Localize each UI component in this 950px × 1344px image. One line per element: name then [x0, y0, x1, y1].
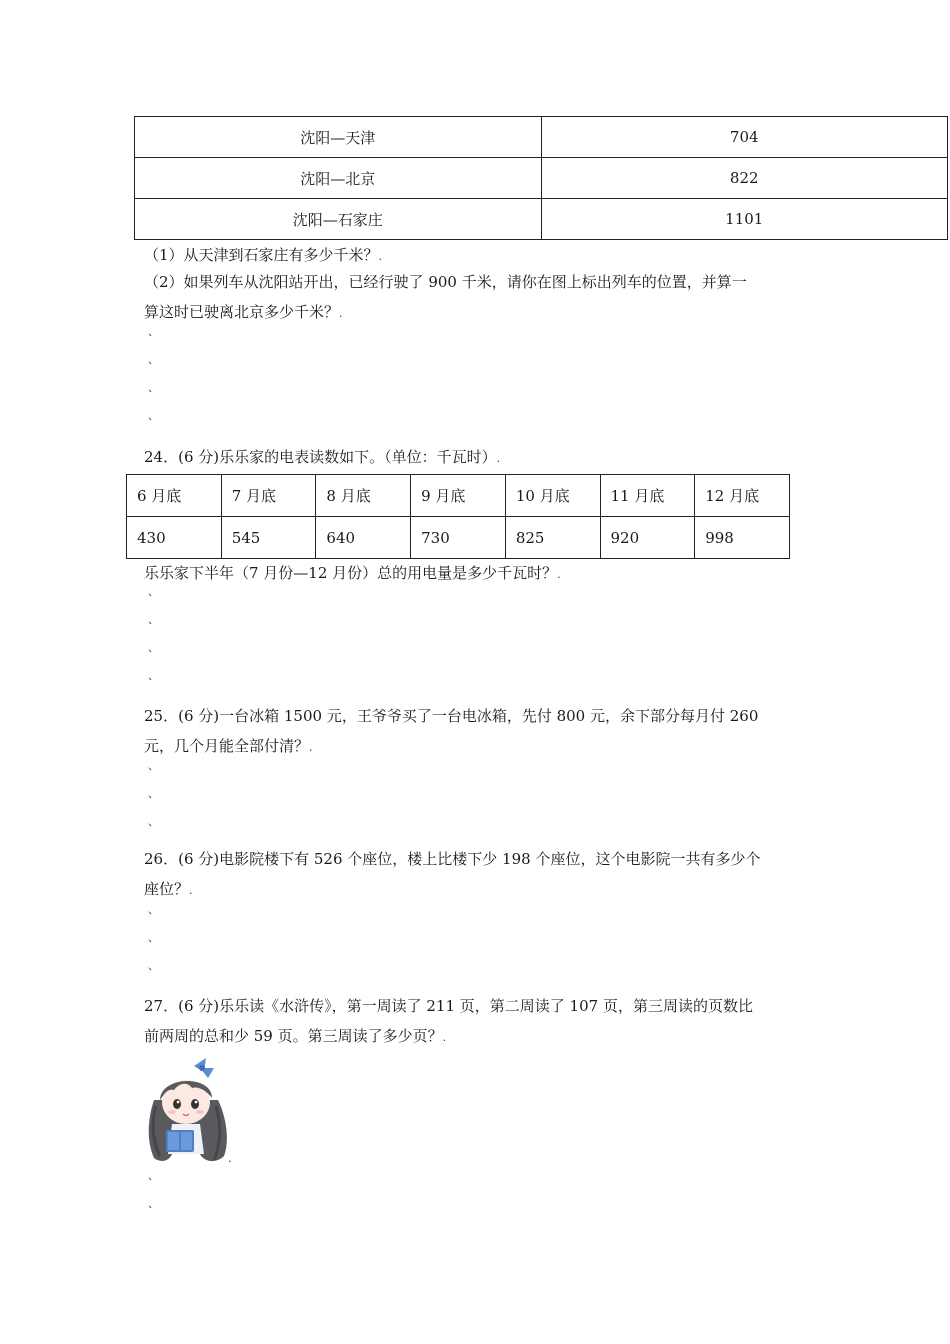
blank-line-mark: 、 [148, 585, 159, 598]
blank-line-mark: 、 [148, 815, 159, 828]
blank-line-mark: 、 [148, 325, 159, 338]
month-cell: 11 月底 [600, 475, 695, 517]
route-cell: 沈阳—天津 [135, 117, 542, 158]
reading-cell: 920 [600, 517, 695, 559]
month-cell: 8 月底 [316, 475, 411, 517]
q25-text: 25．(6 分)一台冰箱 1500 元，王爷爷买了一台电冰箱，先付 800 元，余下部分每月付 260 元，几个月能全部付清？. [144, 707, 759, 755]
distance-cell: 822 [541, 158, 948, 199]
q23-sub1: （1）从天津到石家庄有多少千米？. [144, 246, 383, 264]
reading-cell: 545 [221, 517, 316, 559]
blank-line-mark: 、 [148, 1197, 159, 1210]
month-cell: 12 月底 [695, 475, 790, 517]
blank-line-mark: 、 [148, 613, 159, 626]
girl-reading-illustration [140, 1056, 232, 1166]
q24-title: 24．(6 分)乐乐家的电表读数如下。（单位：千瓦时）. [144, 448, 501, 466]
distance-table [134, 116, 948, 240]
blank-line-mark: 、 [148, 787, 159, 800]
illustration-end-mark: . [228, 1152, 232, 1165]
month-cell: 9 月底 [411, 475, 506, 517]
blank-line-mark: 、 [148, 959, 159, 972]
month-cell: 10 月底 [505, 475, 600, 517]
distance-cell: 1101 [541, 199, 948, 240]
blank-line-mark: 、 [148, 353, 159, 366]
blank-line-mark: 、 [148, 903, 159, 916]
table-row [135, 158, 948, 199]
reading-cell: 998 [695, 517, 790, 559]
reading-cell: 825 [505, 517, 600, 559]
electricity-table [126, 474, 790, 559]
table-row-readings [127, 517, 790, 559]
q23-sub2: （2）如果列车从沈阳站开出，已经行驶了 900 千米，请你在图上标出列车的位置，并算一 算这时已驶离北京多少千米？. [144, 273, 747, 321]
blank-line-mark: 、 [148, 409, 159, 422]
blank-line-mark: 、 [148, 759, 159, 772]
route-cell: 沈阳—石家庄 [135, 199, 542, 240]
table-row [135, 199, 948, 240]
blank-line-mark: 、 [148, 641, 159, 654]
blank-line-mark: 、 [148, 1169, 159, 1182]
table-row-months [127, 475, 790, 517]
reading-cell: 640 [316, 517, 411, 559]
month-cell: 6 月底 [127, 475, 222, 517]
blank-line-mark: 、 [148, 931, 159, 944]
route-cell: 沈阳—北京 [135, 158, 542, 199]
q26-text: 26．(6 分)电影院楼下有 526 个座位，楼上比楼下少 198 个座位，这个电影院一共有多少个 座位？. [144, 850, 761, 898]
blank-line-mark: 、 [148, 669, 159, 682]
table-row [135, 117, 948, 158]
distance-cell: 704 [541, 117, 948, 158]
reading-cell: 730 [411, 517, 506, 559]
reading-cell: 430 [127, 517, 222, 559]
q24-question: 乐乐家下半年（7 月份—12 月份）总的用电量是多少千瓦时？. [144, 564, 561, 582]
blank-line-mark: 、 [148, 381, 159, 394]
q27-text: 27．(6 分)乐乐读《水浒传》，第一周读了 211 页，第二周读了 107 页，第三周读的页数比 前两周的总和少 59 页。第三周读了多少页？. [144, 997, 753, 1045]
month-cell: 7 月底 [221, 475, 316, 517]
